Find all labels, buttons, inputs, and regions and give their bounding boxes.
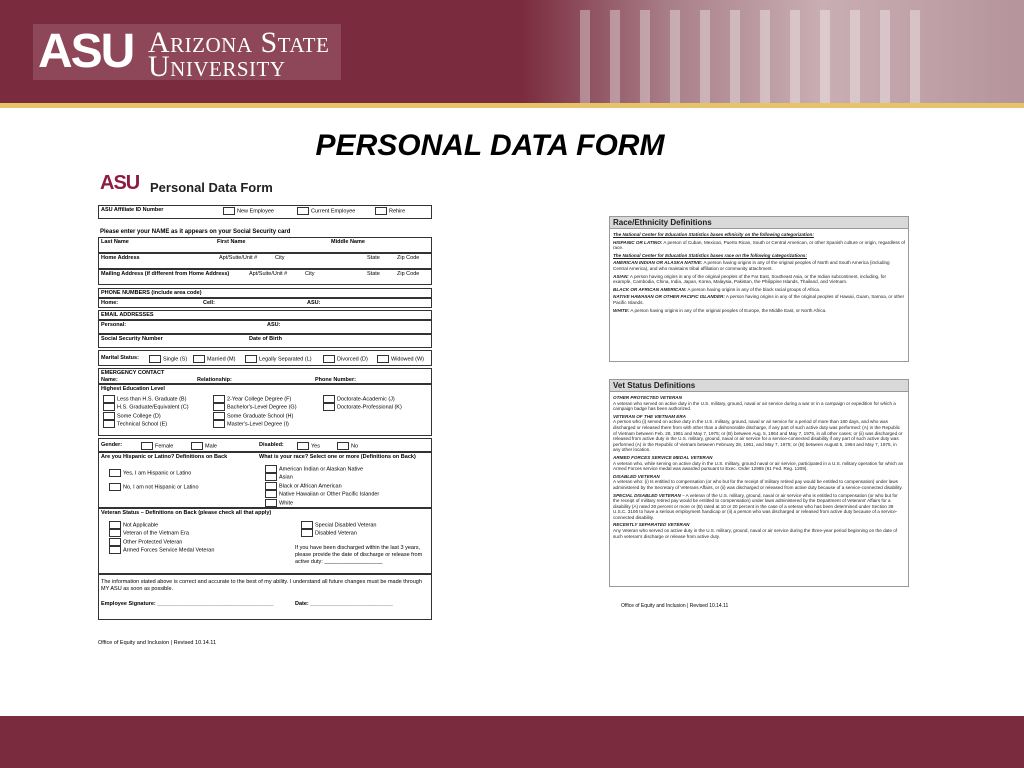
form-row-home-address[interactable] [98,253,432,269]
form-label: Social Security Number [101,336,163,342]
race-doc-text: A person of Cuban, Mexican, Puerto Rican, South or Central American, or other Spanish culture or origin, regardless of race. [613,239,905,251]
form-label: ASU Affiliate ID Number [101,207,164,213]
form-label: Disabled Veteran [315,530,357,537]
form-label: State [367,255,380,261]
form-label: Middle Name [331,239,365,245]
education-col-3 [321,395,402,412]
checkbox[interactable] [323,395,335,403]
form-label: No, I am not Hispanic or Latino [123,484,199,491]
form-label: State [367,271,380,277]
form-row-emergency[interactable] [98,368,432,384]
vet-doc-text: A person who (i) served on active duty in the U.S. military, ground, naval or air service for a period of more than 180 days, and who was discharged or released there from with other than a dishonorable discharge, if any part of such active duty was performed: (A) in the Republic of Vietnam between Feb. 28, 1961 and May 7, 1975; or (B) between Aug. 5, 1964 and May 7, 1975, in all other cases; or (ii) was discharged or released from active duty in the U.S. military, ground, naval or air service for a service-connected disability if any part of such active duty was performed (A) in the Republic of Vietnam between February 28, 1961, and May 7, 1975; or (B) between August 5, 1964 and May 7, 1975, in any other location. [613,419,903,453]
vet-doc-footer-note: Office of Equity and Inclusion | Revised 10.14.11 [621,603,729,609]
form-label: PHONE NUMBERS (include area code) [101,290,202,296]
checkbox[interactable] [301,521,313,529]
form-label: Married (M) [207,356,236,363]
checkbox[interactable] [265,473,277,481]
checkbox[interactable] [245,355,257,363]
checkbox[interactable] [103,412,115,420]
personal-data-form [98,170,434,646]
race-doc-text: A person having origins in any of the original peoples of Europe, the Middle East, or North Africa. [630,307,827,313]
race-doc-heading-2: The National Center for Education Statistics bases race on the following categorizations: [613,252,807,258]
race-doc-title: Race/Ethnicity Definitions [610,217,908,229]
race-doc-text: A person having origins in any of the black racial groups of Africa. [687,286,821,292]
form-label: 2-Year College Degree (F) [227,396,292,403]
form-veteran [98,508,432,574]
form-label: Yes, I am Hispanic or Latino [123,470,192,477]
form-label: Other Protected Veteran [123,539,183,546]
checkbox[interactable] [265,465,277,473]
checkbox[interactable] [141,442,153,450]
education-col-1 [101,395,189,429]
form-row-phones[interactable] [98,298,432,308]
form-label: Widowed (W) [391,356,425,363]
checkbox[interactable] [213,403,225,411]
form-label: H.S. Graduate/Equivalent (C) [117,404,189,411]
form-row-gender-disabled [98,438,432,452]
form-row-affiliate [98,205,432,219]
form-label: Asian [279,474,293,481]
checkbox[interactable] [223,207,235,215]
race-doc-label: BLACK OR AFRICAN AMERICAN: [613,286,687,292]
form-label: Female [155,443,174,450]
form-education [98,384,432,436]
veteran-col-1 [107,521,214,555]
checkbox[interactable] [103,403,115,411]
form-label: Cell: [203,300,215,306]
form-label: Name: [101,377,118,383]
form-label: Doctorate-Professional (K) [337,404,402,411]
form-label: Gender: [101,442,123,448]
form-certification [98,574,432,620]
form-row-ssn-dob[interactable] [98,334,432,348]
checkbox[interactable] [109,483,121,491]
hispanic-options [107,469,199,492]
slide-title: PERSONAL DATA FORM [315,129,665,162]
form-label: Mailing Address (if different from Home Address) [101,271,230,277]
form-label: What is your race? Select one or more (Definitions on Back) [259,454,416,460]
form-label: Please enter your NAME as it appears on your Social Security card [100,229,291,235]
form-label: Doctorate-Academic (J) [337,396,395,403]
vet-doc-title: Vet Status Definitions [610,380,908,392]
asu-logo-mark: ASU [38,25,134,78]
form-label: ASU: [267,322,281,328]
checkbox[interactable] [323,403,335,411]
education-col-2 [211,395,297,429]
race-doc-text: A person having origins in any of the original peoples of North and South America (including Central America), and who maintains tribal affiliation or community attachment. [613,260,890,271]
form-label: Marital Status: [101,355,139,361]
form-label: American Indian or Alaskan Native [279,466,364,473]
checkbox[interactable] [265,490,277,498]
form-label: Veteran Status – Definitions on Back (please check all that apply) [101,510,272,516]
vet-doc-text: A veteran who: (i) Is entitled to compensation (or who but for the receipt of military retired pay would be entitled to compensation) under laws administered by the Secretary of Veterans Affairs, or (ii) was discharged or released from active duty because of a service-connected disability. [613,479,903,490]
race-doc-text: A person having origins in any of the original peoples of Hawaii, Guam, Samoa, or other Pacific Islands. [613,294,905,305]
form-label: Are you Hispanic or Latino? Definitions on Back [101,454,228,460]
vet-doc-text: – A veteran of the U.S. military, ground, naval or air service who is entitled to compensation (or who but for the receipt of military retired pay would be entitled to compensation) under laws administered by the Department of Veterans' Affairs for a disability (A) rated 30 percent or more or (B) rated at 10 or 20 percent in the case of a veteran who has been determined under Section 38 U.S.C. 3106 to have a serious employment handicap or (ii) a person who was discharged or released from active duty because of a service-connected disability. [613,492,898,520]
race-doc-label: AMERICAN INDIAN OR ALASKA NATIVE: [613,260,703,266]
race-doc-label: ASIAN: [613,273,629,279]
form-label: ASU: [307,300,321,306]
race-options [263,465,379,507]
form-row-email-header [98,310,432,320]
form-label: Black or African American [279,483,342,490]
checkbox[interactable] [375,207,387,215]
checkbox[interactable] [301,529,313,537]
form-label: Current Employee [311,208,356,215]
checkbox[interactable] [337,442,349,450]
form-label: Disabled: [259,442,284,448]
checkbox[interactable] [103,420,115,428]
checkbox[interactable] [193,355,205,363]
form-label: Rehire [389,208,406,215]
form-label: Personal: [101,322,127,328]
form-label: Highest Education Level [101,386,165,392]
checkbox[interactable] [297,442,309,450]
form-label: First Name [217,239,246,245]
slide-header [0,0,1024,103]
checkbox[interactable] [109,538,121,546]
form-label: Relationship: [197,377,232,383]
checkbox[interactable] [149,355,161,363]
form-row-phone-header [98,288,432,298]
checkbox[interactable] [323,355,335,363]
form-label: Bachelor's-Level Degree (G) [227,404,297,411]
form-label: Phone Number: [315,377,356,383]
form-label: Some Graduate School (H) [227,413,294,420]
logo-line-2: University [148,50,286,83]
form-asu-logo: ASU [100,172,140,194]
checkbox[interactable] [297,207,309,215]
form-label: Some College (D) [117,413,161,420]
checkbox[interactable] [213,395,225,403]
vet-definitions-doc [609,379,909,587]
form-label: City [305,271,315,277]
form-label: Zip Code [397,255,420,261]
form-row-emails[interactable] [98,320,432,334]
form-label: Veteran of the Vietnam Era [123,530,189,537]
form-label: Single (S) [163,356,188,363]
checkbox[interactable] [103,395,115,403]
form-label: Master's-Level Degree (I) [227,421,289,428]
race-doc-label: WHITE: [613,307,630,313]
form-label: Legally Separated (L) [259,356,312,363]
form-label: Not Applicable [123,522,159,529]
header-gold-stripe [0,103,1024,108]
form-label: Last Name [101,239,129,245]
race-doc-label: NATIVE HAWAIIAN OR OTHER PACIFIC ISLANDER: [613,294,725,300]
form-label: Divorced (D) [337,356,368,363]
form-label: Apt/Suite/Unit # [249,271,288,277]
logo-line-1: Arizona State [148,26,330,59]
form-label: Apt/Suite/Unit # [219,255,258,261]
form-label: Technical School (E) [117,421,168,428]
vet-doc-text: A veteran who, while serving on active duty in the U.S. military, ground naval or air service, participated in a U.S. military operation for which an Armed Forces service medal was awarded pursuant to Exec. Order 12985 (61 Fed. Reg. 1209). [613,460,904,472]
form-label: City [275,255,285,261]
certify-text: The information stated above is correct and accurate to the best of my ability. I understand all future changes must be made through MY ASU as soon as possible. [101,579,422,592]
race-doc-text: A person having origins in any of the original peoples of the Far East, Southeast Asia, or the Indian subcontinent, including, for example, Cambodia, China, India, Japan, Korea, Malaysia, Pakistan, the Philippine Islands, Thailand, and Vietnam. [613,273,886,285]
form-label: New Employee [237,208,274,215]
form-title: Personal Data Form [150,180,273,195]
race-doc-label: HISPANIC OR LATINO: [613,239,663,245]
checkbox[interactable] [191,442,203,450]
checkbox[interactable] [265,482,277,490]
race-doc-heading-1: The National Center for Education Statistics bases ethnicity on the following categorization: [613,232,814,237]
race-definitions-doc [609,216,909,362]
form-label: No [351,443,359,450]
form-row-marital [98,350,432,366]
checkbox[interactable] [109,521,121,529]
form-label: White [279,500,294,507]
form-label: Yes [311,443,320,450]
form-label: Special Disabled Veteran [315,522,377,529]
form-label: Home Address [101,255,140,261]
checkbox[interactable] [109,529,121,537]
form-label: Male [205,443,217,450]
vet-doc-label: OTHER PROTECTED VETERAN [613,395,682,400]
veteran-discharge-note: If you have been discharged within the last 3 years, please provide the date of discharge or release from active duty: ___________________ [295,545,423,565]
form-label: Native Hawaiian or Other Pacific Islander [279,491,380,498]
form-footer-note: Office of Equity and Inclusion | Revised 10.14.11 [98,640,217,646]
form-row-name[interactable] [98,237,432,253]
vet-doc-label: DISABLED VETERAN [613,473,660,479]
form-label: Zip Code [397,271,420,277]
checkbox[interactable] [109,546,121,554]
form-row-mailing-address[interactable] [98,269,432,285]
form-label: Less than H.S. Graduate (B) [117,396,187,403]
form-label: Home: [101,300,119,306]
vet-doc-label: SPECIAL DISABLED VETERAN [613,492,681,498]
form-label: Armed Forces Service Medal Veteran [123,547,215,554]
checkbox[interactable] [265,499,277,507]
slide-footer-bar [0,716,1024,768]
form-row-name-instruction [98,228,432,237]
checkbox[interactable] [109,469,121,477]
signature-line[interactable]: Employee Signature: ______________________________________ [101,601,274,607]
building-photo [520,0,1024,103]
vet-doc-label: RECENTLY SEPARATED VETERAN [613,522,690,528]
checkbox[interactable] [377,355,389,363]
form-race-ethnicity [98,452,432,508]
vet-doc-text: A veteran who served on active duty in the U.S. military, ground, naval or air service during a war or in a campaign or expedition for which a campaign badge has been authorized. [613,400,896,412]
form-label: Date of Birth [249,336,282,342]
checkbox[interactable] [213,412,225,420]
vet-doc-text: Any Veteran who served on active duty in the U.S. military, ground, naval or air service during the three-year period beginning on the date of such veteran's discharge or release from active duty. [613,528,898,539]
form-label: EMAIL ADDRESSES [101,312,154,318]
vet-doc-label: ARMED FORCES SERVICE MEDAL VETERAN [613,454,713,460]
form-label: EMERGENCY CONTACT [101,370,165,376]
veteran-col-2 [299,521,376,538]
vet-doc-label: VETERAN OF THE VIETNAM ERA [613,413,686,419]
checkbox[interactable] [213,420,225,428]
date-line[interactable]: Date: ___________________________ [295,601,393,607]
